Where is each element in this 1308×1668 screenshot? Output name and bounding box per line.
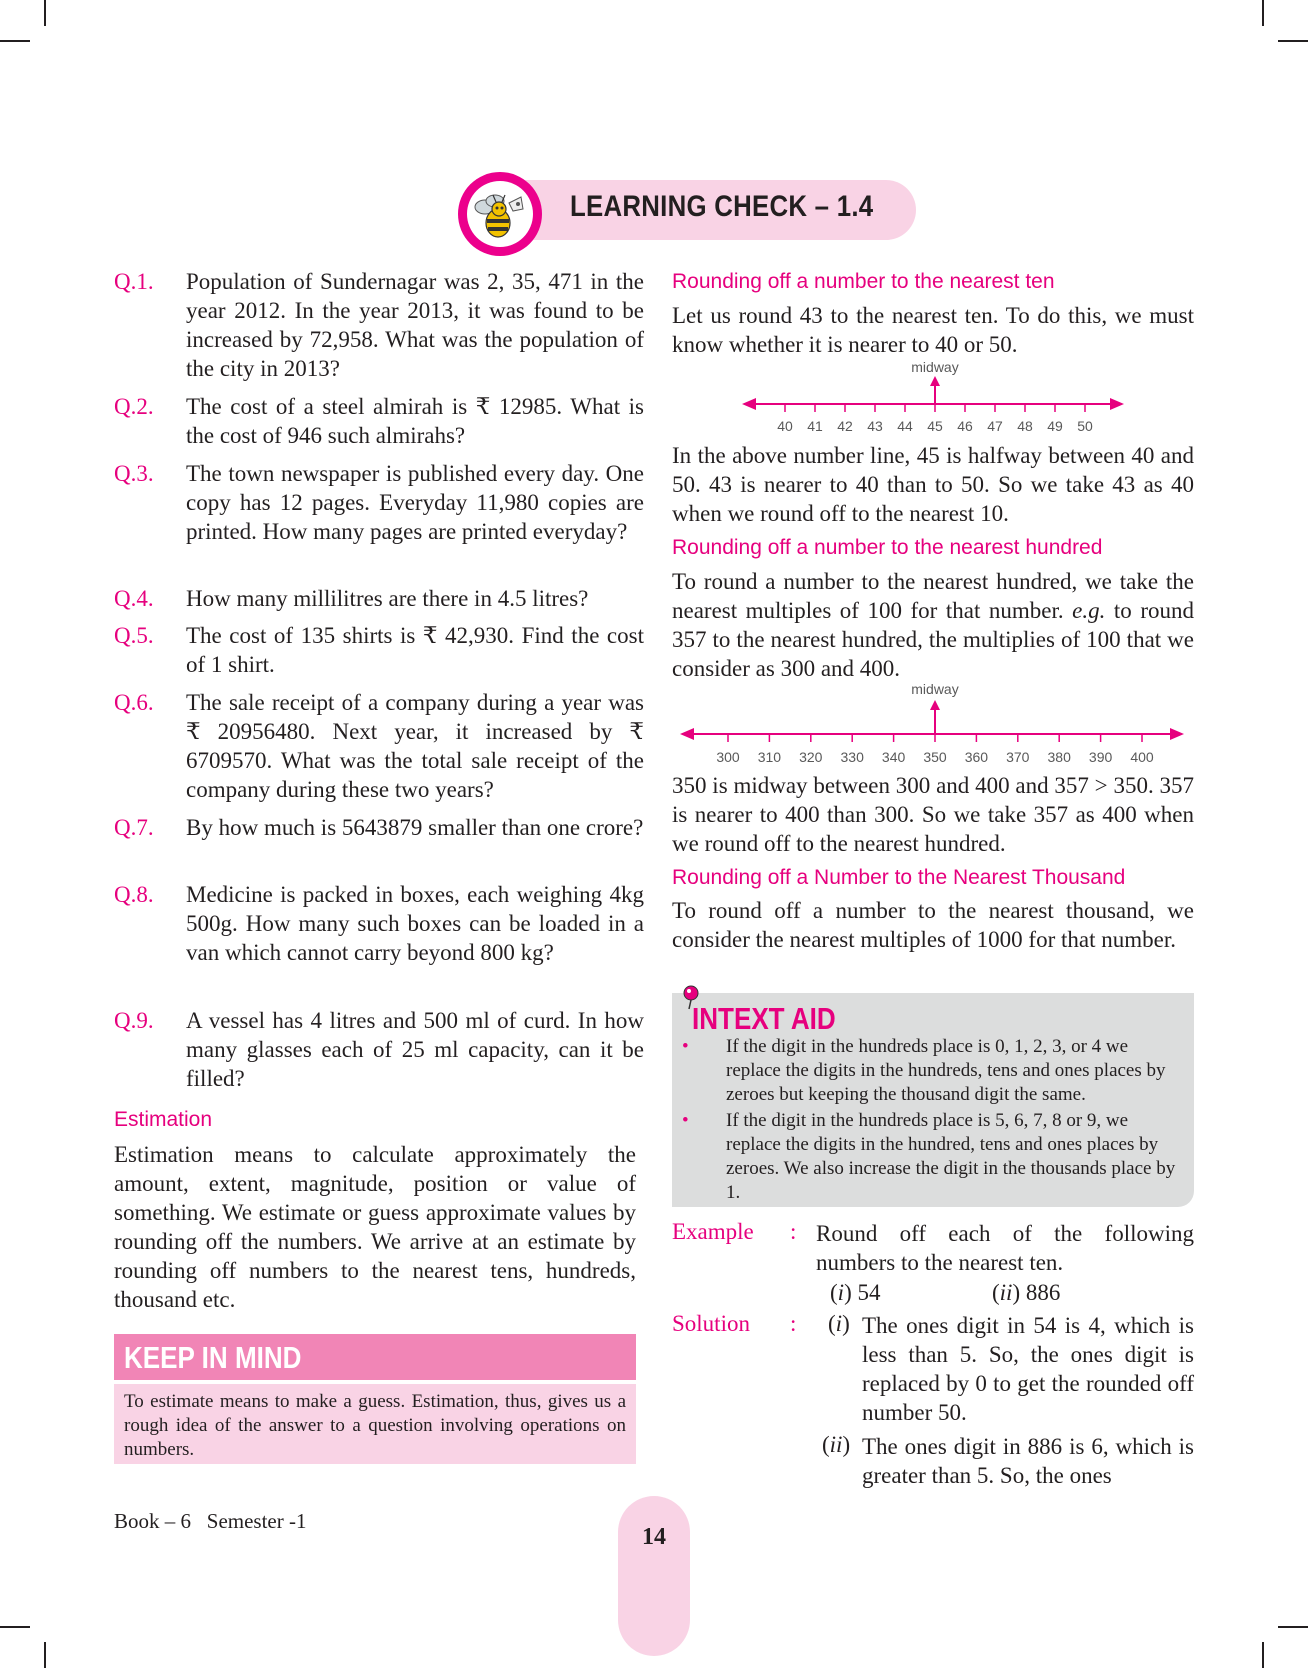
- intext-aid-box: [672, 993, 1194, 1207]
- question-text: The town newspaper is published every day. One copy has 12 pages. Everyday 11,980 copies are printed. How many pages are printed everyday?: [186, 461, 644, 544]
- midway-pointer-head: [930, 700, 940, 710]
- number-line-tick-label: 49: [1047, 418, 1063, 434]
- solution-marker: (i): [828, 1311, 850, 1336]
- rounding-ten-intro: Let us round 43 to the nearest ten. To do this, we must know whether it is nearer to 40 or 50.: [672, 303, 1194, 357]
- example-part: (ii) 886: [992, 1280, 1061, 1305]
- midway-pointer-head: [930, 376, 940, 386]
- question-text: The cost of 135 shirts is ₹ 42,930. Find the cost of 1 shirt.: [186, 623, 644, 677]
- number-line-tick-label: 41: [807, 418, 823, 434]
- question-number: Q.7.: [114, 815, 154, 840]
- roman-marker: i: [835, 1311, 843, 1336]
- number-line-tick-label: 48: [1017, 418, 1033, 434]
- example-text: Round off each of the following numbers to the nearest ten.: [816, 1221, 1194, 1275]
- rounding-ten-heading: Rounding off a number to the nearest ten: [672, 270, 1055, 293]
- example-colon: :: [790, 1219, 797, 1244]
- roman-marker: i: [837, 1280, 845, 1305]
- question-text: How many millilitres are there in 4.5 litres?: [186, 586, 589, 611]
- number-line-tick-label: 45: [927, 418, 943, 434]
- example-part: (i) 54: [830, 1280, 881, 1305]
- number-line-tick-label: 42: [837, 418, 853, 434]
- solution-text: The ones digit in 886 is 6, which is greater than 5. So, the ones: [862, 1434, 1194, 1488]
- rounding-thousand-heading: Rounding off a Number to the Nearest Thousand: [672, 866, 1126, 889]
- book-label: Book – 6: [114, 1509, 192, 1533]
- page-number-tab: [618, 1496, 690, 1656]
- keep-in-mind-title: KEEP IN MIND: [124, 1340, 302, 1375]
- pushpin-icon: [680, 984, 702, 1010]
- question-text: Medicine is packed in boxes, each weighing 4kg 500g. How many such boxes can be loaded in a van which cannot carry beyond 800 kg?: [186, 882, 644, 965]
- number-line-tick-label: 330: [840, 749, 864, 765]
- question-text: A vessel has 4 litres and 500 ml of curd. In how many glasses each of 25 ml capacity, can it be filled?: [186, 1008, 644, 1091]
- midway-label: midway: [911, 681, 959, 697]
- rounding-hundred-intro: [672, 567, 1194, 683]
- eg-abbreviation: e.g.: [1072, 598, 1106, 623]
- keep-in-mind-header: [114, 1334, 636, 1380]
- bullet-marker: •: [682, 1036, 689, 1057]
- estimation-heading: Estimation: [114, 1108, 213, 1131]
- question-number: Q.8.: [114, 882, 154, 907]
- crop-mark: [0, 40, 30, 42]
- number-line-tick-label: 370: [1006, 749, 1030, 765]
- number-line-hundreds: [672, 676, 1194, 766]
- question-text: Population of Sundernagar was 2, 35, 471 in the year 2012. In the year 2013, it was found to be increased by 72,958. What was the population of the city in 2013?: [186, 269, 644, 381]
- intext-aid-bullet: [682, 1035, 1182, 1107]
- crop-mark: [44, 0, 46, 26]
- number-line-tick-label: 46: [957, 418, 973, 434]
- question-item: [114, 621, 644, 679]
- question-number: Q.2.: [114, 394, 154, 419]
- bullet-text: If the digit in the hundreds place is 5, 6, 7, 8 or 9, we replace the digits in the hundred, tens and ones places by zeroes. We also increase the digit in the thousands place by 1.: [726, 1110, 1176, 1203]
- number-line-right-arrow: [1110, 398, 1124, 410]
- question-number: Q.6.: [114, 690, 154, 715]
- rounding-hundred-intro-text: to round 357 to the nearest hundred, the multiplies of 100 that we consider as 300 and 400.: [672, 598, 1194, 681]
- question-text: By how much is 5643879 smaller than one crore?: [186, 815, 644, 840]
- keep-in-mind-text: To estimate means to make a guess. Estimation, thus, gives us a rough idea of the answer to a question involving operations on numbers.: [124, 1391, 626, 1460]
- question-item: [114, 813, 644, 842]
- number-line-tick-label: 40: [777, 418, 793, 434]
- question-item: [114, 688, 644, 804]
- page-number: 14: [642, 1524, 666, 1550]
- number-line-tens: [672, 354, 1194, 440]
- crop-mark: [0, 1626, 30, 1628]
- question-number: Q.5.: [114, 623, 154, 648]
- question-number: Q.3.: [114, 461, 154, 486]
- number-line-tick-label: 300: [716, 749, 740, 765]
- page-title: LEARNING CHECK – 1.4: [570, 190, 874, 223]
- keep-in-mind-box: [114, 1384, 636, 1464]
- question-text: The sale receipt of a company during a year was ₹ 20956480. Next year, it increased by ₹ 6709570. What was the total sale receipt of the company during these two years?: [186, 690, 644, 802]
- crop-mark: [1278, 1626, 1308, 1628]
- question-item: [114, 267, 644, 383]
- number-line-tick-label: 340: [881, 749, 906, 765]
- number-line-left-arrow: [680, 728, 694, 740]
- estimation-paragraph: Estimation means to calculate approximately the amount, extent, magnitude, position or value of something. We estimate or guess approximate values by rounding off the numbers. We arrive at an estimate by rounding off numbers to the nearest tens, hundreds, thousand etc.: [114, 1142, 636, 1312]
- bee-badge: [458, 172, 542, 256]
- question-item: [114, 584, 644, 613]
- bee-mascot-icon: [465, 179, 535, 249]
- bullet-marker: •: [682, 1110, 689, 1131]
- rounding-ten-explanation: In the above number line, 45 is halfway between 40 and 50. 43 is nearer to 40 than to 50. So we take 43 as 40 when we round off to the nearest 10.: [672, 443, 1194, 526]
- rounding-thousand-text: To round off a number to the nearest thousand, we consider the nearest multiples of 1000 for that number.: [672, 898, 1194, 952]
- midway-label: midway: [911, 359, 959, 375]
- bullet-text: If the digit in the hundreds place is 0, 1, 2, 3, or 4 we replace the digits in the hundreds, tens and ones places by zeroes but keeping the thousand digit the same.: [726, 1036, 1166, 1105]
- footer-book: [114, 1509, 307, 1534]
- rounding-hundred-explanation: 350 is midway between 300 and 400 and 357 > 350. 357 is nearer to 400 than 300. So we take 357 as 400 when we round off to the nearest hundred.: [672, 773, 1194, 856]
- number-line-tick-label: 44: [897, 418, 913, 434]
- intext-aid-bullet: [682, 1109, 1182, 1205]
- roman-marker: ii: [829, 1432, 843, 1457]
- number-line-tick-label: 310: [757, 749, 782, 765]
- question-number: Q.1.: [114, 269, 154, 294]
- crop-mark: [1262, 1642, 1264, 1668]
- question-number: Q.9.: [114, 1008, 154, 1033]
- intext-aid-title: INTEXT AID: [692, 1001, 836, 1036]
- semester-label: Semester -1: [206, 1509, 307, 1533]
- number-line-tick-label: 47: [987, 418, 1003, 434]
- example-label: Example: [672, 1219, 754, 1244]
- question-item: [114, 459, 644, 546]
- question-text: The cost of a steel almirah is ₹ 12985. What is the cost of 946 such almirahs?: [186, 394, 644, 448]
- number-line-tick-label: 50: [1077, 418, 1093, 434]
- solution-colon: :: [790, 1311, 797, 1336]
- crop-mark: [44, 1642, 46, 1668]
- question-item: [114, 1006, 644, 1093]
- number-line-tick-label: 320: [799, 749, 823, 765]
- roman-marker: ii: [999, 1280, 1013, 1305]
- rounding-hundred-heading: Rounding off a number to the nearest hundred: [672, 536, 1103, 559]
- solution-marker: (ii): [822, 1432, 851, 1457]
- number-line-tick-label: 350: [923, 749, 947, 765]
- question-item: [114, 880, 644, 967]
- crop-mark: [1278, 40, 1308, 42]
- question-item: [114, 392, 644, 450]
- solution-text: The ones digit in 54 is 4, which is less than 5. So, the ones digit is replaced by 0 to get the rounded off number 50.: [862, 1313, 1194, 1425]
- number-line-left-arrow: [742, 398, 756, 410]
- number-line-tick-label: 380: [1047, 749, 1071, 765]
- number-line-right-arrow: [1170, 728, 1184, 740]
- example-part-value: 886: [1025, 1280, 1061, 1305]
- example-part-value: 54: [857, 1280, 881, 1305]
- solution-label: Solution: [672, 1311, 750, 1336]
- crop-mark: [1262, 0, 1264, 26]
- number-line-tick-label: 400: [1130, 749, 1154, 765]
- rounding-hundred-intro-text: To round a number to the nearest hundred, we take the nearest multiples of 100 for that number.: [672, 569, 1194, 623]
- number-line-tick-label: 43: [867, 418, 883, 434]
- number-line-tick-label: 360: [964, 749, 989, 765]
- number-line-tick-label: 390: [1088, 749, 1113, 765]
- learning-check-heading: [458, 172, 918, 264]
- question-number: Q.4.: [114, 586, 154, 611]
